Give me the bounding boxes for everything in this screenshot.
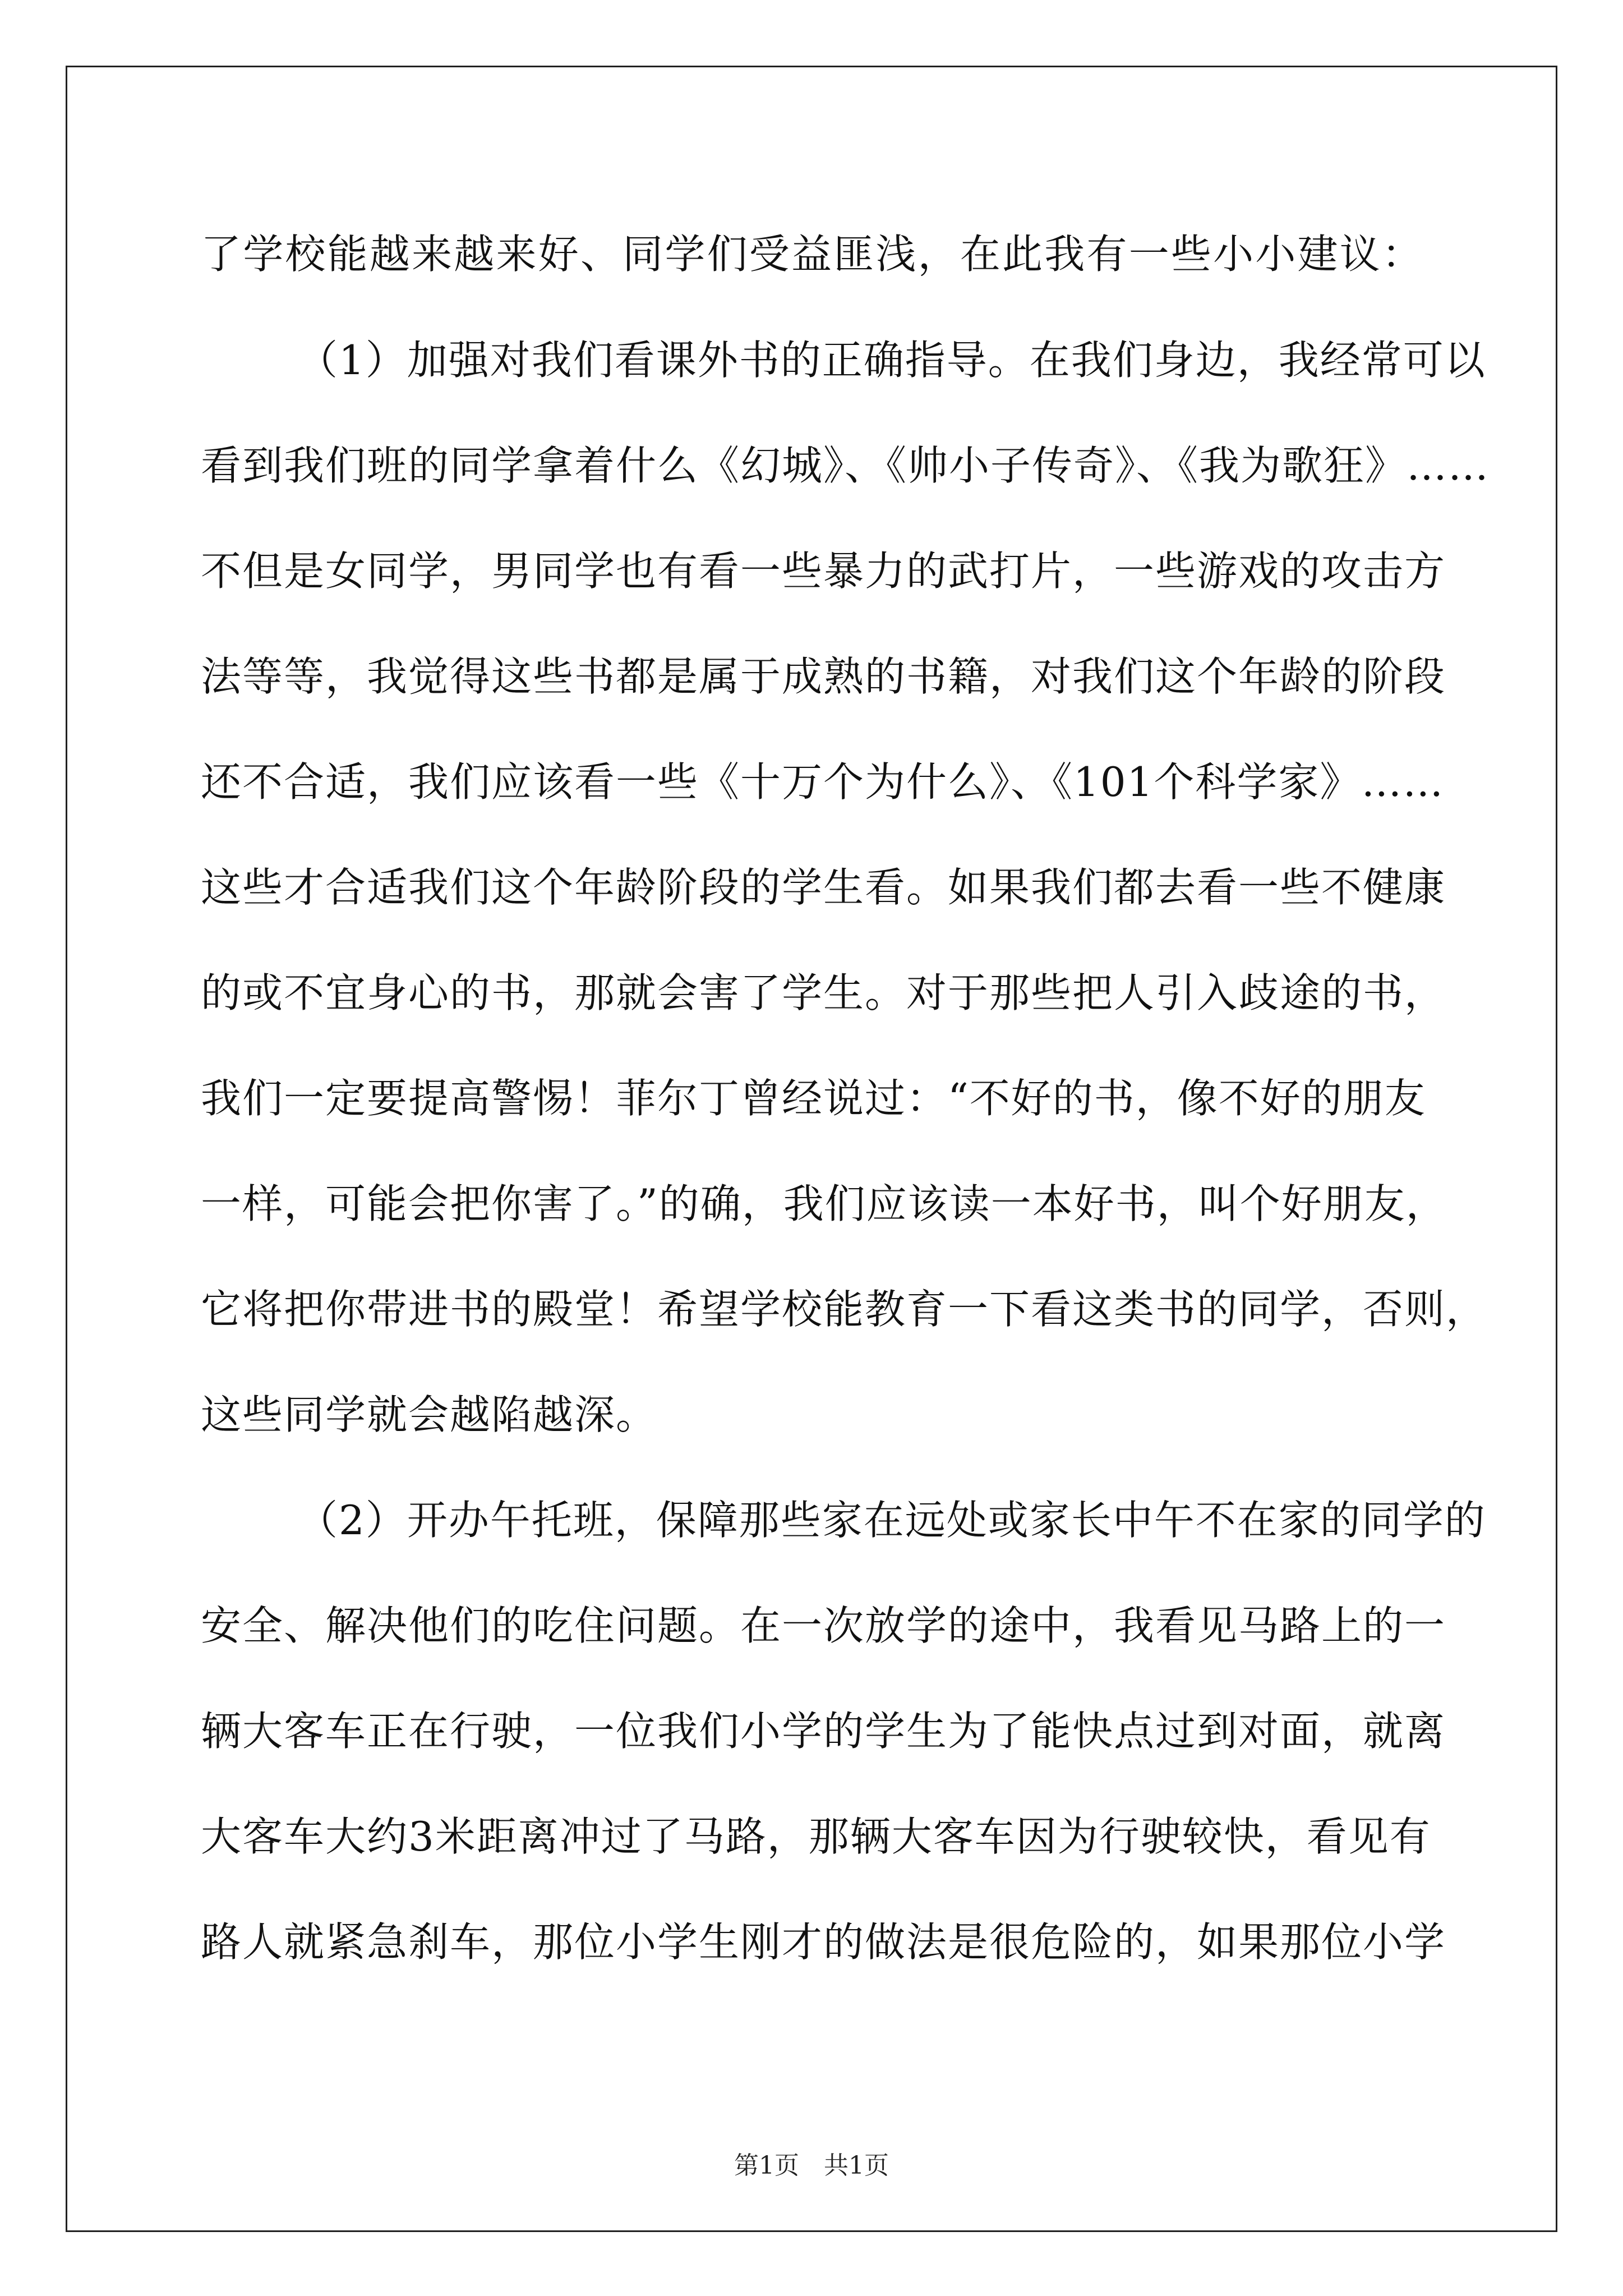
paragraph-line: （1）加强对我们看课外书的正确指导。在我们身边，我经常可以 xyxy=(297,337,1486,384)
paragraph-line: 路人就紧急刹车，那位小学生刚才的做法是很危险的，如果那位小学 xyxy=(201,1918,1446,1966)
paragraph-line: 这些同学就会越陷越深。 xyxy=(201,1391,658,1438)
paragraph-line: 不但是女同学，男同学也有看一些暴力的武打片，一些游戏的攻击方 xyxy=(201,547,1446,595)
paragraph-line: 了学校能越来越来好、同学们受益匪浅，在此我有一些小小建议： xyxy=(201,231,1423,278)
paragraph-line: 辆大客车正在行驶，一位我们小学的学生为了能快点过到对面，就离 xyxy=(201,1708,1446,1755)
paragraph-line: 这些才合适我们这个年龄阶段的学生看。如果我们都去看一些不健康 xyxy=(201,864,1446,911)
paragraph-line: 还不合适，我们应该看一些《十万个为什么》、《101个科学家》…… xyxy=(201,758,1445,806)
paragraph-line: 一样，可能会把你害了。”的确，我们应该读一本好书，叫个好朋友， xyxy=(201,1180,1447,1227)
paragraph-line: 我们一定要提高警惕！菲尔丁曾经说过：“不好的书，像不好的朋友 xyxy=(201,1075,1426,1122)
paragraph-line: 它将把你带进书的殿堂！希望学校能教育一下看这类书的同学，否则， xyxy=(201,1286,1488,1333)
paragraph-line: 法等等，我觉得这些书都是属于成熟的书籍，对我们这个年龄的阶段 xyxy=(201,653,1446,700)
paragraph-line: 的或不宜身心的书，那就会害了学生。对于那些把人引入歧途的书， xyxy=(201,969,1446,1016)
paragraph-line: 安全、解决他们的吃住问题。在一次放学的途中，我看见马路上的一 xyxy=(201,1602,1446,1649)
paragraph-line: （2）开办午托班，保障那些家在远处或家长中午不在家的同学的 xyxy=(297,1497,1486,1544)
page-footer: 第1页 共1页 xyxy=(734,2151,889,2180)
paragraph-line: 大客车大约3米距离冲过了马路，那辆大客车因为行驶较快，看见有 xyxy=(201,1813,1431,1860)
paragraph-line: 看到我们班的同学拿着什么《幻城》、《帅小子传奇》、《我为歌狂》…… xyxy=(201,442,1490,489)
